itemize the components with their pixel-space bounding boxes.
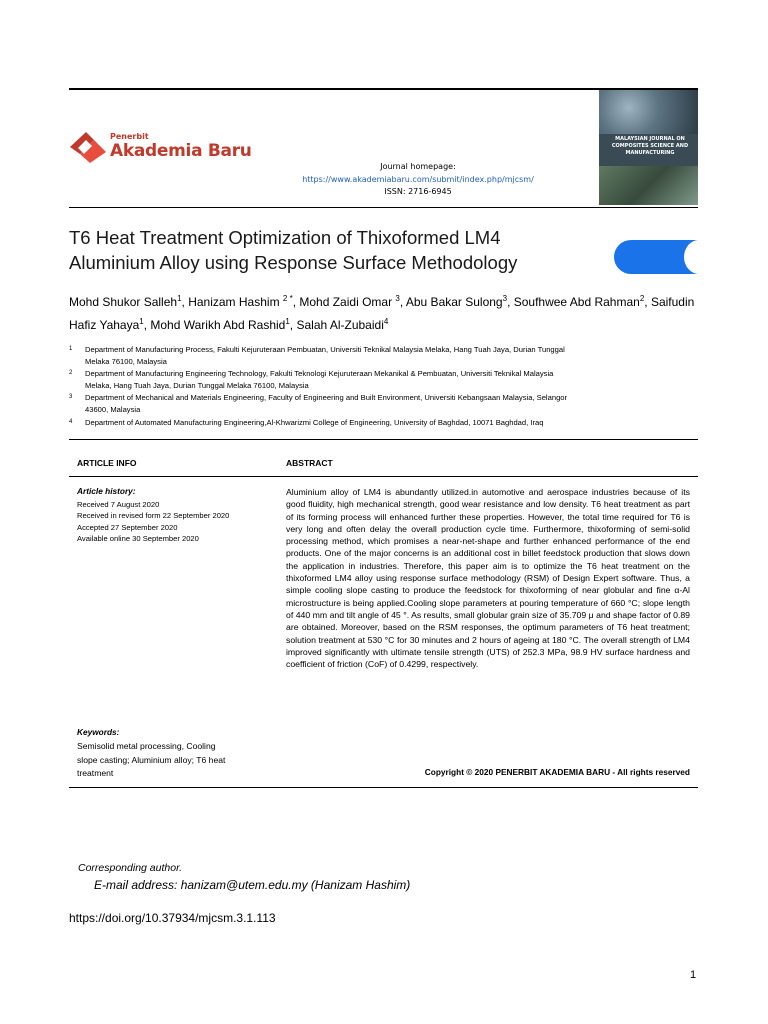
keywords-line: Semisolid metal processing, Cooling (77, 741, 216, 751)
publisher-name: Akademia Baru (110, 141, 252, 161)
affiliation-line: Department of Manufacturing Process, Fakulti Kejuruteraan Pembuatan, Universiti Teknikal Malaysia Melaka, Hang Tuah Jaya, Durian Tunggal (85, 345, 565, 354)
author-name: Mohd Zaidi Omar (299, 295, 396, 309)
article-history-list (77, 499, 277, 544)
author-name: Mohd Warikh Abd Rashid (150, 318, 286, 332)
article-history-label: Article history: (77, 486, 136, 496)
title-line-1: T6 Heat Treatment Optimization of Thixoformed LM4 (69, 227, 501, 248)
affiliation-line: Melaka 76100, Malaysia (85, 357, 167, 367)
info-top-rule (69, 439, 698, 440)
info-bottom-rule (69, 787, 698, 788)
journal-cover-image (599, 90, 698, 205)
publisher-small-label: Penerbit (110, 132, 149, 141)
affiliation-line: 43600, Malaysia (85, 405, 141, 415)
history-item: Received in revised form 22 September 2020 (77, 511, 230, 521)
header-bottom-rule (69, 207, 698, 208)
cover-graphic (599, 90, 698, 134)
author-affiliation-mark: 2 (639, 294, 645, 303)
author-name: Abu Bakar Sulong (405, 295, 503, 309)
author-affiliation-mark: 1 (139, 317, 144, 326)
history-item: Accepted 27 September 2020 (77, 522, 178, 532)
affiliation-line: Department of Mechanical and Materials Engineering, Faculty of Engineering and Built Environment, Universiti Kebangsaan Malaysia, Selangor (85, 393, 568, 403)
affiliation-item (69, 417, 699, 429)
affiliation-line: Department of Manufacturing Engineering Technology, Fakulti Teknologi Kejuruteraan Mekanikal & Pembuatan, Universiti Teknikal Malaysia (85, 369, 554, 379)
publisher-logo (68, 128, 252, 168)
cover-title: MALAYSIAN JOURNAL ON COMPOSITES SCIENCE AND MANUFACTURING (611, 136, 689, 156)
abstract-text: Aluminium alloy of LM4 is abundantly utilized.in automotive and aerospace industries because of its good fluidity, high mechanical strength, good wear resistance and low density. T6 heat treatment as part of its forming process will enhanced further these properties. However, the total time required for T6 is very long and often delay the overall production cycle time. Furthermore, thixoforming of semi-solid processing method, which promises a near-net-shape and further enhanced performance of the end products. One of the major concerns is an additional cost in billet feedstock production that slows down the application in industries. Therefore, this paper aim is to optimize the T6 heat treatment on the thixoformed LM4 alloy using response surface methodology (RSM) of Design Expert software. Thus, a simple cooling slope casting to produce the feedstock for thixoforming of near globular and fine α-Al microstructure is being applied.Cooling slope parameters at pouring temperature of 660 °C; slope length of 440 mm and tilt angle of 45 °. As results, small globular grain size of 35.709 μ and shape factor of 0.89 are obtained. Moreover, based on the RSM responses, the optimum parameters of T6 heat treatment; solution treatment at 530 °C for 30 minutes and 2 hours of ageing at 180 °C. The overall strength of LM4 improved significantly with ultimate tensile strength (UTS) of 252.3 MPa, 98.9 HV surface hardness and coefficient of friction (CoF) of 0.4299, respectively. (286, 487, 690, 670)
affiliation-list (69, 344, 699, 429)
badge-cutout (684, 240, 698, 274)
title-line-2: Aluminium Alloy using Response Surface Methodology (69, 252, 518, 273)
affiliation-item (69, 344, 699, 368)
author-affiliation-mark: 3 (395, 294, 400, 303)
author-affiliation-mark: 2 * (282, 294, 293, 303)
keywords-list (77, 740, 277, 781)
corresponding-author-label: Corresponding author. (78, 862, 183, 874)
info-header-rule (69, 476, 698, 477)
author-affiliation-mark: 4 (383, 317, 389, 326)
author-list: Mohd Shukor Salleh$^1$, Hanizam Hashim $^{2 *}$, Mohd Zaidi Omar $^3$, Abu Bakar Sulong$^3$, Soufhwee Abd Rahman$^2$, Saifudin Hafiz Yahaya$^1$, Mohd Warikh Abd Rashid$^1$, Salah Al-Zubaidi$^4$ (69, 294, 695, 332)
affiliation-number: 2 (69, 370, 73, 377)
copyright-notice: Copyright © 2020 PENERBIT AKADEMIA BARU - All rights reserved (424, 767, 690, 777)
abstract-heading: ABSTRACT (286, 458, 333, 468)
article-title (69, 225, 599, 275)
author-name: Mohd Shukor Salleh (69, 295, 178, 309)
author-name: Hanizam Hashim (188, 295, 283, 309)
doi-link[interactable]: https://doi.org/10.37934/mjcsm.3.1.113 (69, 911, 276, 925)
author-name: Salah Al-Zubaidi (296, 318, 384, 332)
affiliation-line: Melaka, Hang Tuah Jaya, Durian Tunggal Melaka 76100, Malaysia (85, 381, 309, 391)
author-affiliation-mark: 1 (177, 294, 182, 303)
check-for-updates-badge[interactable] (614, 240, 698, 274)
page-number: 1 (690, 969, 697, 981)
article-info-heading: ARTICLE INFO (77, 458, 137, 468)
author-affiliation-mark: 3 (502, 294, 508, 303)
author-name: Soufhwee Abd Rahman (513, 295, 640, 309)
affiliation-number: 1 (69, 346, 73, 352)
author-name: Saifudin Hafiz Yahaya (69, 295, 695, 332)
journal-url-link[interactable]: https://www.akademiabaru.com/submit/index.php/mjcsm/ (302, 175, 534, 184)
history-item: Available online 30 September 2020 (77, 533, 199, 543)
history-item: Received 7 August 2020 (77, 500, 160, 509)
publisher-logo-icon (68, 130, 108, 164)
corresponding-email: E-mail address: hanizam@utem.edu.my (Hanizam Hashim) (94, 878, 411, 892)
affiliation-number: 3 (69, 394, 73, 401)
affiliation-line: Department of Automated Manufacturing Engineering,Al-Khwarizmi College of Engineering, University of Baghdad, 10071 Baghdad, Iraq (85, 417, 544, 427)
journal-homepage-label: Journal homepage: (380, 162, 456, 171)
keywords-line: treatment (77, 768, 114, 778)
cover-photo (599, 166, 698, 205)
keywords-label: Keywords: (77, 727, 120, 737)
author-affiliation-mark: 1 (285, 317, 290, 326)
journal-issn: ISSN: 2716-6945 (384, 187, 452, 196)
affiliation-number: 4 (69, 418, 73, 425)
keywords-line: slope casting; Aluminium alloy; T6 heat (77, 754, 226, 765)
affiliation-item (69, 392, 699, 416)
affiliation-item (69, 368, 699, 392)
